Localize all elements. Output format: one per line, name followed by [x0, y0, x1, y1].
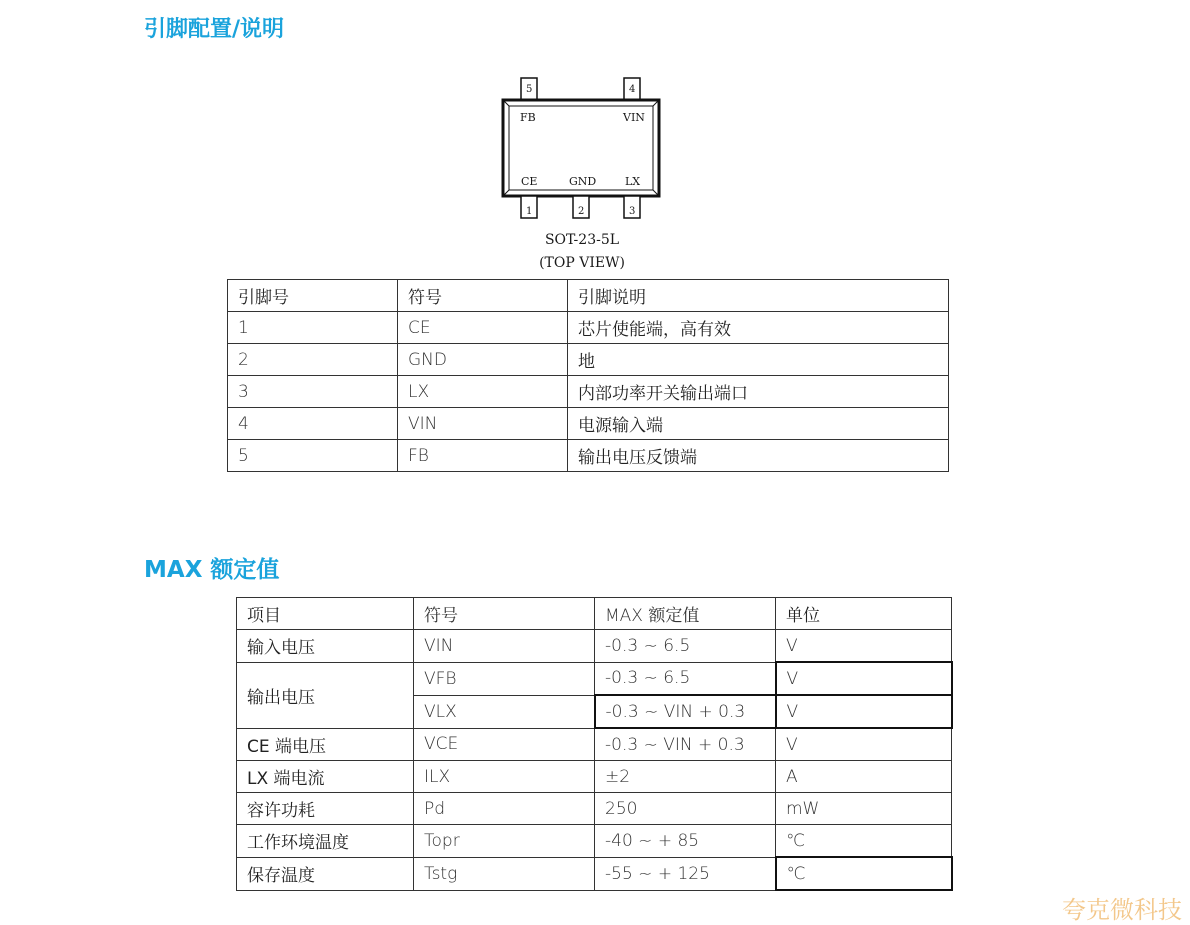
- header-cell: 项目: [237, 598, 414, 630]
- section-title-pin-config: 引脚配置/说明: [144, 17, 285, 42]
- value-cell: 250: [595, 793, 776, 825]
- pin-4-number: 4: [629, 84, 636, 95]
- value-cell: -55 ~ + 125: [595, 857, 776, 890]
- header-cell: 引脚说明: [568, 280, 949, 312]
- pin-label-vin: VIN: [623, 111, 645, 124]
- pin-desc-cell: 内部功率开关输出端口: [568, 376, 949, 408]
- pin-desc-cell: 芯片使能端，高有效: [568, 312, 949, 344]
- value-cell: -0.3 ~ VIN + 0.3: [595, 695, 776, 728]
- table-row: [228, 312, 949, 344]
- pin-description-table: [227, 279, 949, 472]
- pin-label-fb: FB: [520, 111, 536, 124]
- unit-cell: mW: [776, 793, 952, 825]
- pin-number-cell: 5: [228, 440, 398, 472]
- pin-number-cell: 3: [228, 376, 398, 408]
- pin-number-cell: 4: [228, 408, 398, 440]
- table-row: [237, 662, 952, 695]
- item-cell: 输入电压: [237, 630, 414, 663]
- package-caption-name: SOT-23-5L: [544, 232, 620, 248]
- pin-5-number: 5: [526, 84, 533, 95]
- unit-cell: A: [776, 761, 952, 793]
- pin-2-number: 2: [578, 206, 585, 217]
- symbol-cell: VIN: [414, 630, 595, 663]
- unit-cell: ℃: [776, 857, 952, 890]
- section-title-max-ratings: MAX 额定值: [144, 557, 280, 583]
- pin-desc-cell: 输出电压反馈端: [568, 440, 949, 472]
- table-row: [237, 630, 952, 663]
- item-cell: 容许功耗: [237, 793, 414, 825]
- table-row: [228, 376, 949, 408]
- header-cell: MAX 额定值: [595, 598, 776, 630]
- company-watermark: 夸克微科技: [1062, 896, 1182, 924]
- pin-3-number: 3: [629, 206, 636, 217]
- table-header-row: [228, 280, 949, 312]
- symbol-cell: VCE: [414, 728, 595, 761]
- pin-number-cell: 2: [228, 344, 398, 376]
- table-header-row: [237, 598, 952, 630]
- table-row: [237, 793, 952, 825]
- item-cell: 保存温度: [237, 857, 414, 890]
- package-svg: [497, 74, 667, 274]
- value-cell: ±2: [595, 761, 776, 793]
- unit-cell: V: [776, 728, 952, 761]
- value-cell: -40 ~ + 85: [595, 825, 776, 858]
- symbol-cell: VFB: [414, 662, 595, 695]
- header-cell: 符号: [414, 598, 595, 630]
- pin-label-lx: LX: [625, 175, 641, 188]
- unit-cell: V: [776, 630, 952, 663]
- sot23-5l-package-diagram: [497, 74, 667, 274]
- pin-1-number: 1: [526, 206, 533, 217]
- unit-cell: ℃: [776, 825, 952, 858]
- pin-label-ce: CE: [521, 175, 538, 188]
- pin-symbol-cell: VIN: [398, 408, 568, 440]
- table-row: [237, 761, 952, 793]
- value-cell: -0.3 ~ 6.5: [595, 630, 776, 663]
- value-cell: -0.3 ~ 6.5: [595, 662, 776, 695]
- table-row: [237, 857, 952, 890]
- symbol-cell: ILX: [414, 761, 595, 793]
- unit-cell: V: [776, 662, 952, 695]
- pin-symbol-cell: LX: [398, 376, 568, 408]
- header-cell: 符号: [398, 280, 568, 312]
- max-ratings-table: [236, 597, 953, 891]
- pin-symbol-cell: CE: [398, 312, 568, 344]
- header-cell: 引脚号: [228, 280, 398, 312]
- pin-desc-cell: 地: [568, 344, 949, 376]
- table-row: [228, 408, 949, 440]
- unit-cell: V: [776, 695, 952, 728]
- symbol-cell: Pd: [414, 793, 595, 825]
- item-cell: 输出电压: [237, 662, 414, 728]
- table-row: [228, 344, 949, 376]
- symbol-cell: Tstg: [414, 857, 595, 890]
- table-row: [237, 825, 952, 858]
- table-row: [237, 728, 952, 761]
- symbol-cell: Topr: [414, 825, 595, 858]
- pin-desc-cell: 电源输入端: [568, 408, 949, 440]
- pin-symbol-cell: FB: [398, 440, 568, 472]
- package-caption-view: (TOP VIEW): [539, 255, 625, 271]
- symbol-cell: VLX: [414, 695, 595, 728]
- value-cell: -0.3 ~ VIN + 0.3: [595, 728, 776, 761]
- pin-symbol-cell: GND: [398, 344, 568, 376]
- table-row: [228, 440, 949, 472]
- item-cell: LX 端电流: [237, 761, 414, 793]
- pin-label-gnd: GND: [569, 175, 597, 188]
- item-cell: 工作环境温度: [237, 825, 414, 858]
- pin-number-cell: 1: [228, 312, 398, 344]
- item-cell: CE 端电压: [237, 728, 414, 761]
- header-cell: 单位: [776, 598, 952, 630]
